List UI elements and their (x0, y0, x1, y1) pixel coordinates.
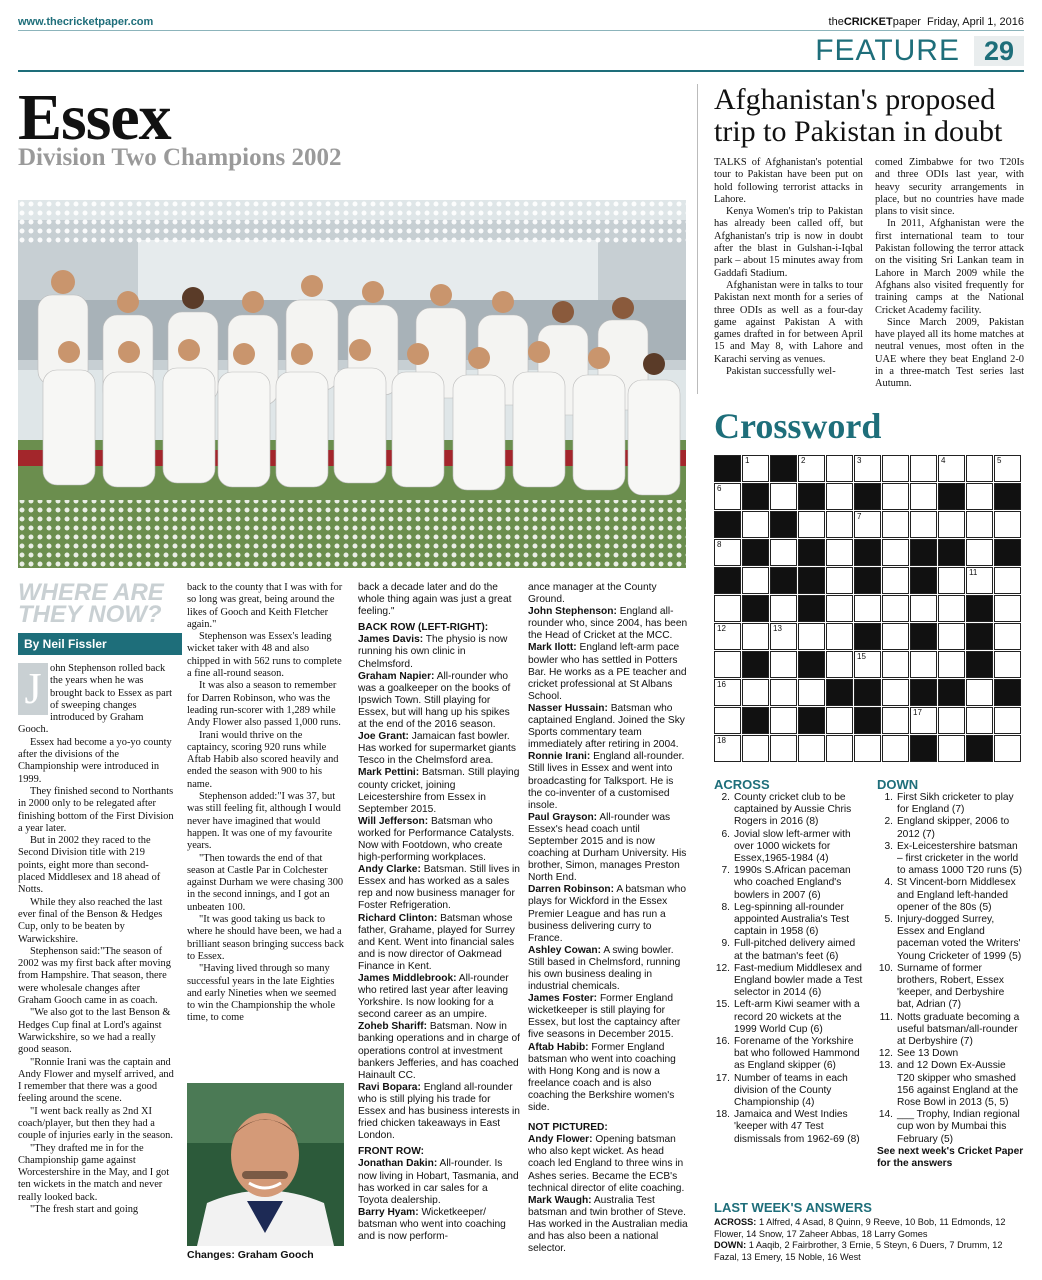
clue-number: 17 (913, 708, 922, 717)
crossword-cell[interactable] (826, 651, 853, 678)
clue-number: 8 (717, 540, 722, 549)
across-heading: ACROSS (714, 777, 770, 792)
dropcap-spacer (18, 663, 50, 715)
paragraph: Kenya Women's trip to Pakistan has already been called off, but Afghanistan's trip is now in doubt after the blast in Gulshan-i-Iqbal park – about 15 minutes away from Gaddafi Stadium. (714, 206, 863, 279)
down-answers: 1 Aaqib, 2 Fairbrother, 3 Ernie, 5 Steyn, 6 Duers, 7 Drumm, 12 Fazal, 13 Emery, 15 Noble, 16 West (714, 1240, 1003, 1262)
clue: 4. St Vincent-born Middlesex and England left-handed opener of the 80s (5) (884, 877, 1016, 913)
crossword-cell[interactable] (826, 735, 853, 762)
crossword-cell[interactable] (910, 651, 937, 678)
crossword-cell[interactable] (938, 595, 965, 622)
crossword-cell[interactable] (938, 707, 965, 734)
crossword-cell[interactable] (882, 539, 909, 566)
not-pictured-heading: NOT PICTURED: (528, 1122, 608, 1134)
gooch-portrait (187, 1083, 344, 1246)
crossword-cell[interactable] (994, 651, 1021, 678)
crossword-cell[interactable] (742, 735, 769, 762)
player-entry: Barry Hyam: Wicketkeeper/ batsman who went into coaching and is now perform- (358, 1206, 506, 1242)
paragraph: Since March 2009, Pakistan have played all its home matches at neutral venues, most often in the UAE where they beat England 2-0 in a three-match Test series last Autumn. (875, 316, 1024, 390)
crossword-cell[interactable] (966, 511, 993, 538)
clue-number: 12 (717, 624, 726, 633)
player-entry: Ronnie Irani: England all-rounder. Still lives in Essex and went into broadcasting for Talksport. He is the co-inventer of a customised insole. (528, 751, 685, 811)
crossword-cell[interactable] (882, 651, 909, 678)
section-rule (18, 70, 1024, 72)
paragraph: "Ronnie Irani was the captain and Andy Flower and myself arrived, and I remember that there was a good feeling around the scene. (18, 1056, 174, 1105)
clue: 2. England skipper, 2006 to 2012 (7) (884, 816, 1010, 840)
crossword-cell[interactable] (714, 483, 741, 510)
crossword-cell[interactable] (714, 707, 741, 734)
crossword-cell (910, 567, 937, 594)
crossword-cell[interactable] (826, 483, 853, 510)
crossword-cell (742, 539, 769, 566)
feature-column-3 (358, 582, 520, 1243)
crossword-cell[interactable] (910, 707, 937, 734)
paragraph: "The fresh start and going (30, 1204, 139, 1216)
crossword-cell (714, 567, 741, 594)
crossword-cell[interactable] (826, 539, 853, 566)
paragraph: "They drafted me in for the Championship game against Worcestershire in the May, and I got ten wickets in the match and never really looked back. (18, 1142, 170, 1203)
player-entry: Will Jefferson: Batsman who worked for Performance Catalysts. Now with Footdown, who create high-performing workplaces. (358, 815, 515, 864)
crossword-cell[interactable] (938, 735, 965, 762)
clue-number: 18 (717, 736, 726, 745)
player-entry: Jonathan Dakin: All-rounder. Is now living in Hobart, Tasmania, and has worked in car sales for a Toyota dealership. (358, 1158, 519, 1206)
down-heading: DOWN (877, 777, 919, 792)
crossword-cell (966, 623, 993, 650)
gooch-photo (187, 1083, 344, 1246)
crossword-cell[interactable] (854, 651, 881, 678)
player-entry: James Middlebrook: All-rounder who retired last year after leaving Yorkshire. Is now looking for a second career as an umpire. (358, 973, 509, 1021)
crossword-cell[interactable] (994, 707, 1021, 734)
top-rule (18, 30, 1024, 31)
down-answers-label: DOWN: (714, 1240, 747, 1250)
crossword-cell[interactable] (938, 455, 965, 482)
photo-caption: Changes: Graham Gooch (187, 1249, 314, 1261)
clue-number: 15 (857, 652, 866, 661)
crossword-cell (798, 595, 825, 622)
clue: 6. Jovial slow left-armer with over 1000 wickets for Essex,1965-1984 (4) (721, 828, 851, 865)
clue: 2. County cricket club to be captained by Aussie Chris Rogers in 2016 (8) (721, 792, 852, 828)
crossword-cell (966, 595, 993, 622)
crossword-cell[interactable] (882, 511, 909, 538)
crossword-cell[interactable] (826, 567, 853, 594)
crossword-cell (770, 567, 797, 594)
player-entry: Andy Clarke: Batsman. Still lives in Essex and has worked as a sales rep and now business manager for Foster Refrigeration. (358, 864, 520, 912)
clue: 17. Number of teams in each division of the County Championship (4) (715, 1072, 848, 1109)
crossword-cell[interactable] (882, 735, 909, 762)
paragraph: "We also got to the last Benson & Hedges Cup final at Lord's against Warwickshire, so we had a really good season. (18, 1007, 171, 1056)
crossword-cell (966, 735, 993, 762)
paragraph: Stephenson added:"I was 37, but was still feeling fit, although I would never have imagined that would happen. It was one of my favourite years. (187, 791, 341, 852)
paragraph: It was also a season to remember for Darren Robinson, who was the leading run-scorer with 1,289 while Andy Flower also passed 1,000 runs. (187, 680, 341, 729)
clue-number: 3 (857, 456, 862, 465)
player-entry: Aftab Habib: Former England batsman who went into coaching with Hong Kong and is now a freelance coach and is also coaching the Berkshire women's side. (528, 1041, 676, 1114)
clue-number: 5 (997, 456, 1002, 465)
player-entry: John Stephenson: England all-rounder who, since 2004, has been the Head of Cricket at the MCC. (528, 606, 688, 642)
last-week-answers (714, 1217, 1024, 1263)
crossword-cell[interactable] (882, 679, 909, 706)
paragraph: Afghanistan were in talks to tour Pakistan next month for a series of three ODIs as well as a four-day game against Pakistan A with games drafted in for between April 15 and May 8, with Lahore and Karachi serving as venues. (714, 279, 863, 365)
crossword-cell (770, 455, 797, 482)
crossword-cell[interactable] (714, 623, 741, 650)
crossword-cell[interactable] (882, 595, 909, 622)
crossword-cell (938, 539, 965, 566)
clue: 16. Forename of the Yorkshire bat who followed Hammond as England skipper (6) (715, 1036, 860, 1072)
afghanistan-column-1 (714, 157, 863, 378)
crossword-cell[interactable] (798, 511, 825, 538)
issue-date: Friday, April 1, 2016 (926, 16, 1024, 28)
crossword-cell[interactable] (882, 707, 909, 734)
paragraph: Irani would thrive on the captaincy, scoring 920 runs while Aftab Habib also scored heavily and ended the season with 900 to his name. (187, 729, 339, 790)
crossword-cell[interactable] (770, 595, 797, 622)
last-week-heading: LAST WEEK'S ANSWERS (714, 1200, 872, 1215)
player-entry: Paul Grayson: All-rounder was Essex's head coach until September 2015 and is now coaching at Durham University. His brother, Simon, manages Preston North End. (528, 811, 687, 884)
crossword-cell (826, 679, 853, 706)
crossword-cell[interactable] (854, 455, 881, 482)
crossword-cell[interactable] (714, 539, 741, 566)
crossword-cell[interactable] (770, 539, 797, 566)
crossword-cell (798, 567, 825, 594)
masthead-post: paper (892, 16, 921, 28)
player-entry: James Foster: Former England wicketkeeper is still playing for Essex, but lost the captaincy after five seasons in December 2015. (528, 993, 681, 1041)
clue: 3. Ex-Leicestershire batsman – first cricketer in the world to amass 1000 T20 runs (5) (884, 840, 1022, 877)
player-entry: Joe Grant: Jamaican fast bowler. Has worked for supermarket giants Tesco in the Chelmsford area. (358, 731, 516, 767)
site-url[interactable]: www.thecricketpaper.com (18, 16, 154, 28)
crossword-cell[interactable] (966, 483, 993, 510)
crossword-cell[interactable] (966, 455, 993, 482)
crossword-cell[interactable] (742, 455, 769, 482)
crossword-cell[interactable] (910, 595, 937, 622)
crossword-cell[interactable] (770, 679, 797, 706)
column-divider (697, 84, 698, 394)
top-bar (18, 10, 1024, 30)
crossword-cell[interactable] (826, 623, 853, 650)
paragraph: They finished second to Northants in 2000 only to be relegated after finishing bottom of the First Division a year later. (18, 785, 174, 834)
crossword-cell (854, 623, 881, 650)
clue-number: 11 (969, 568, 978, 577)
across-answers-label: ACROSS: (714, 1217, 757, 1227)
crossword-cell (938, 679, 965, 706)
paragraph: "It was good taking us back to where he should have been, we had a brilliant season bringing success back to Essex. (187, 914, 344, 962)
player-entry: Mark Ilott: England left-arm pace bowler who has settled in Potters Bar. He works as a PE teacher and cricket professional at St Albans School. (528, 642, 687, 702)
crossword-cell (910, 539, 937, 566)
crossword-cell[interactable] (826, 511, 853, 538)
crossword-cell[interactable] (938, 567, 965, 594)
clue: 18. Jamaica and West Indies 'keeper with 47 Test dismissals from 1962-69 (8) (715, 1109, 860, 1145)
feature-column-1 (18, 663, 175, 1216)
across-clues (714, 792, 864, 1146)
crossword-cell (910, 679, 937, 706)
crossword-cell (966, 651, 993, 678)
paragraph: ance manager at the County Ground. (528, 582, 657, 606)
paragraph: In 2011, Afghanistan were the first international team to tour Pakistan following the terror attack on the visiting Sri Lankan team in Lahore in March 2009 while the Afghans also visited frequently for training camps at the National Cricket Academy facility. (875, 218, 1024, 316)
section-label: FEATURE (815, 34, 960, 67)
crossword-cell[interactable] (966, 539, 993, 566)
masthead (829, 16, 1024, 28)
crossword-cell[interactable] (910, 483, 937, 510)
crossword-cell[interactable] (938, 511, 965, 538)
crossword-cell[interactable] (798, 735, 825, 762)
crossword-cell (994, 679, 1021, 706)
crossword-cell[interactable] (798, 455, 825, 482)
essex-title: Essex (18, 81, 171, 154)
team-photo-illustration (18, 200, 686, 568)
player-entry: Nasser Hussain: Batsman who captained England. Joined the Sky Sports commentary team immediately after retiring in 2004. (528, 702, 685, 751)
crossword-cell[interactable] (770, 707, 797, 734)
crossword-cell[interactable] (994, 567, 1021, 594)
paragraph: "Having lived through so many successful years in the late Eighties and early Nineties when we seemed to win the Championship the whole time, to come (187, 963, 337, 1024)
crossword-cell (798, 651, 825, 678)
byline: By Neil Fissler (18, 633, 182, 655)
crossword-cell[interactable] (714, 651, 741, 678)
player-entry: Ravi Bopara: England all-rounder who is still plying his trade for Essex and has business interests in fried chicken takeaways in East London. (358, 1081, 520, 1142)
crossword-cell (910, 735, 937, 762)
down-clues (877, 792, 1024, 1170)
crossword-cell[interactable] (994, 455, 1021, 482)
crossword-cell[interactable] (994, 735, 1021, 762)
player-entry: James Davis: The physio is now running his own clinic in Chelmsford. (358, 634, 508, 670)
across-answers: 1 Alfred, 4 Asad, 8 Quinn, 9 Reeve, 10 Bob, 11 Edmonds, 12 Flower, 14 Snow, 17 Zaheer Abbas, 18 Larry Gomes (714, 1217, 1006, 1239)
crossword-cell[interactable] (882, 483, 909, 510)
clue: 13. and 12 Down Ex-Aussie T20 skipper who smashed 156 against England at the Rose Bowl in 2013 (5, 5) (878, 1060, 1019, 1109)
crossword-cell[interactable] (770, 483, 797, 510)
clue-number: 16 (717, 680, 726, 689)
team-photo (18, 200, 686, 568)
crossword-cell (910, 623, 937, 650)
player-entry: Graham Napier: All-rounder who was a goalkeeper on the books of Ipswich Town. Still playing for Essex, but will hang up his spikes at the end of the 2016 season. (358, 670, 511, 731)
player-entry: Andy Flower: Opening batsman who also kept wicket. As head coach led England to three wins in Ashes series. Became the ECB's technical director of elite coaching. (528, 1134, 685, 1194)
crossword-cell[interactable] (854, 735, 881, 762)
crossword-cell[interactable] (714, 735, 741, 762)
player-entry: Richard Clinton: Batsman whose father, Grahame, played for Surrey and Kent. Went into financial sales and is now director of Oakmead Finance in Kent. (358, 912, 515, 972)
clue: 1. First Sikh cricketer to play for England (7) (884, 792, 1014, 816)
clue: 15. Left-arm Kiwi seamer with a record 20 wickets at the 1999 World Cup (6) (715, 999, 860, 1035)
front-row-heading: FRONT ROW: (358, 1146, 425, 1158)
crossword-cell[interactable] (854, 595, 881, 622)
crossword-cell (714, 455, 741, 482)
player-entry: Mark Waugh: Australia Test batsman and twin brother of Steve. Has worked in the Australian media and has also been a national selector. (528, 1194, 688, 1255)
crossword-cell[interactable] (798, 679, 825, 706)
crossword-cell (994, 539, 1021, 566)
clue-number: 4 (941, 456, 946, 465)
crossword-cell (854, 679, 881, 706)
paragraph: Stephenson was Essex's leading wicket taker with 48 and also chipped in with 562 runs to complete a fine all-round season. (187, 631, 342, 680)
crossword-cell[interactable] (854, 511, 881, 538)
next-week-note: See next week's Cricket Paper for the answers (877, 1145, 1024, 1170)
clue: 14. ___ Trophy, Indian regional cup won by Mumbai this February (5) (878, 1109, 1020, 1145)
crossword-cell (854, 539, 881, 566)
paragraph: comed Zimbabwe for two T20Is and three ODIs last year, with heavy security arrangements in place, but no countries have made plans to visit since. (875, 157, 1024, 218)
crossword-cell[interactable] (742, 511, 769, 538)
feature-column-2 (187, 582, 344, 1025)
crossword-cell[interactable] (938, 623, 965, 650)
clue-number: 2 (801, 456, 806, 465)
paragraph: back a decade later and do the whole thing again was just a great feeling." (358, 582, 512, 618)
crossword-cell (994, 483, 1021, 510)
paragraph: Pakistan successfully wel- (726, 366, 836, 378)
feature-kicker: WHERE ARE THEY NOW? (18, 579, 164, 628)
clue: 12. See 13 Down (878, 1048, 959, 1060)
crossword-cell[interactable] (910, 455, 937, 482)
player-entry: Darren Robinson: A batsman who plays for Wickford in the Essex Premier League and has run a business delivering curry to France. (528, 884, 686, 944)
crossword-cell[interactable] (910, 511, 937, 538)
crossword-cell[interactable] (798, 623, 825, 650)
crossword-cell[interactable] (882, 623, 909, 650)
player-entry: Zoheb Shariff: Batsman. Now in banking operations and in charge of operations control at investment bankers Jefferies, and has coached Hainault CC. (358, 1021, 520, 1081)
paragraph: TALKS of Afghanistan's potential tour to Pakistan have been put on hold following terrorist attacks in Lahore. (714, 157, 863, 205)
crossword-cell (854, 483, 881, 510)
crossword-title: Crossword (714, 406, 882, 446)
page-number: 29 (974, 36, 1024, 66)
crossword-cell[interactable] (994, 623, 1021, 650)
crossword-cell (742, 483, 769, 510)
crossword-cell[interactable] (714, 595, 741, 622)
crossword-cell (854, 707, 881, 734)
player-entry: Ashley Cowan: A swing bowler. Still based in Chelmsford, running his own business dealing in industrial chemicals. (528, 944, 681, 993)
afghanistan-column-2 (875, 157, 1024, 391)
paragraph: "I went back really as 2nd XI coach/player, but then they had a couple of injuries early in the season. (18, 1105, 173, 1142)
clue: 9. Full-pitched delivery aimed at the batman's feet (6) (721, 938, 856, 962)
crossword-cell[interactable] (882, 567, 909, 594)
crossword-cell[interactable] (994, 595, 1021, 622)
clue: 11. Notts graduate becoming a useful batsman/all-rounder at Derbyshire (7) (879, 1011, 1020, 1048)
clue-number: 1 (745, 456, 750, 465)
clue-number: 13 (773, 624, 782, 633)
crossword-cell[interactable] (742, 623, 769, 650)
crossword-cell (798, 483, 825, 510)
crossword-cell[interactable] (742, 567, 769, 594)
essex-subtitle: Division Two Champions 2002 (18, 144, 342, 171)
crossword-cell[interactable] (966, 679, 993, 706)
clue: 10. Surname of former brothers, Robert, Essex 'keeper, and Derbyshire bat, Adrian (7) (878, 962, 1005, 1011)
feature-column-4 (528, 582, 688, 1255)
crossword-cell (770, 511, 797, 538)
drop-cap: J (18, 663, 48, 715)
crossword-cell[interactable] (742, 679, 769, 706)
clue-number: 6 (717, 484, 722, 493)
crossword-cell (854, 567, 881, 594)
player-entry: Mark Pettini: Batsman. Still playing county cricket, joining Leicestershire from Essex in September 2015. (358, 767, 520, 815)
paragraph: While they also reached the last ever final of the Benson & Hedges Cup, only to be beaten by Warwickshire. (18, 896, 163, 945)
crossword-cell[interactable] (770, 735, 797, 762)
masthead-pre: the (828, 16, 844, 28)
paragraph: "Then towards the end of that season at Castle Par in Colchester against Durham we were chasing 300 in the second innings, and I got an unbeaten 100. (187, 852, 344, 913)
crossword-cell[interactable] (826, 595, 853, 622)
crossword-cell (742, 651, 769, 678)
crossword-cell[interactable] (966, 707, 993, 734)
clue: 5. Injury-dogged Surrey, Essex and England paceman voted the Writers' Young Cricketer of 1999 (5) (884, 914, 1022, 962)
crossword-cell[interactable] (938, 651, 965, 678)
masthead-bold: CRICKET (843, 16, 893, 28)
paragraph: But in 2002 they raced to the Second Division title with 219 points, eight more than second-placed Middlesex and 18 ahead of Notts. (18, 835, 161, 896)
crossword-cell[interactable] (966, 567, 993, 594)
crossword-cell (742, 707, 769, 734)
crossword-cell[interactable] (826, 707, 853, 734)
clue: 12. Fast-medium Middlesex and England bowler made a Test selector in 2014 (6) (715, 962, 863, 999)
clue: 8. Leg-spinning all-rounder appointed Australia's Test captain in 1958 (6) (721, 901, 850, 938)
paragraph: Essex had become a yo-yo county after the divisions of the Championship were introduced in 1999. (18, 736, 172, 785)
clue-number: 7 (857, 512, 862, 521)
crossword-cell[interactable] (714, 679, 741, 706)
paragraph: back to the county that I was with for so long was great, being around the likes of Gooch and Keith Fletcher again." (187, 582, 343, 630)
crossword-cell (798, 707, 825, 734)
paragraph: ohn Stephenson rolled back the years when he was brought back to Essex as part of sweeping changes introduced by Graham Gooch. (18, 663, 173, 736)
afghanistan-headline: Afghanistan's proposed trip to Pakistan in doubt (714, 83, 1003, 148)
paragraph: Stephenson said:"The season of 2002 was my first back after moving from Hampshire. That season, there were wholesale changes after Graham Gooch came in as coach. (18, 945, 171, 1007)
crossword-cell (742, 595, 769, 622)
crossword-cell[interactable] (770, 623, 797, 650)
crossword-cell[interactable] (994, 511, 1021, 538)
crossword-cell (714, 511, 741, 538)
clue: 7. 1990s S.African paceman who coached England's bowlers in 2007 (6) (721, 865, 851, 901)
crossword-cell[interactable] (826, 455, 853, 482)
crossword-cell[interactable] (882, 455, 909, 482)
crossword-cell (798, 539, 825, 566)
crossword-cell (938, 483, 965, 510)
crossword-cell[interactable] (770, 651, 797, 678)
back-row-heading: BACK ROW (LEFT-RIGHT): (358, 622, 489, 634)
